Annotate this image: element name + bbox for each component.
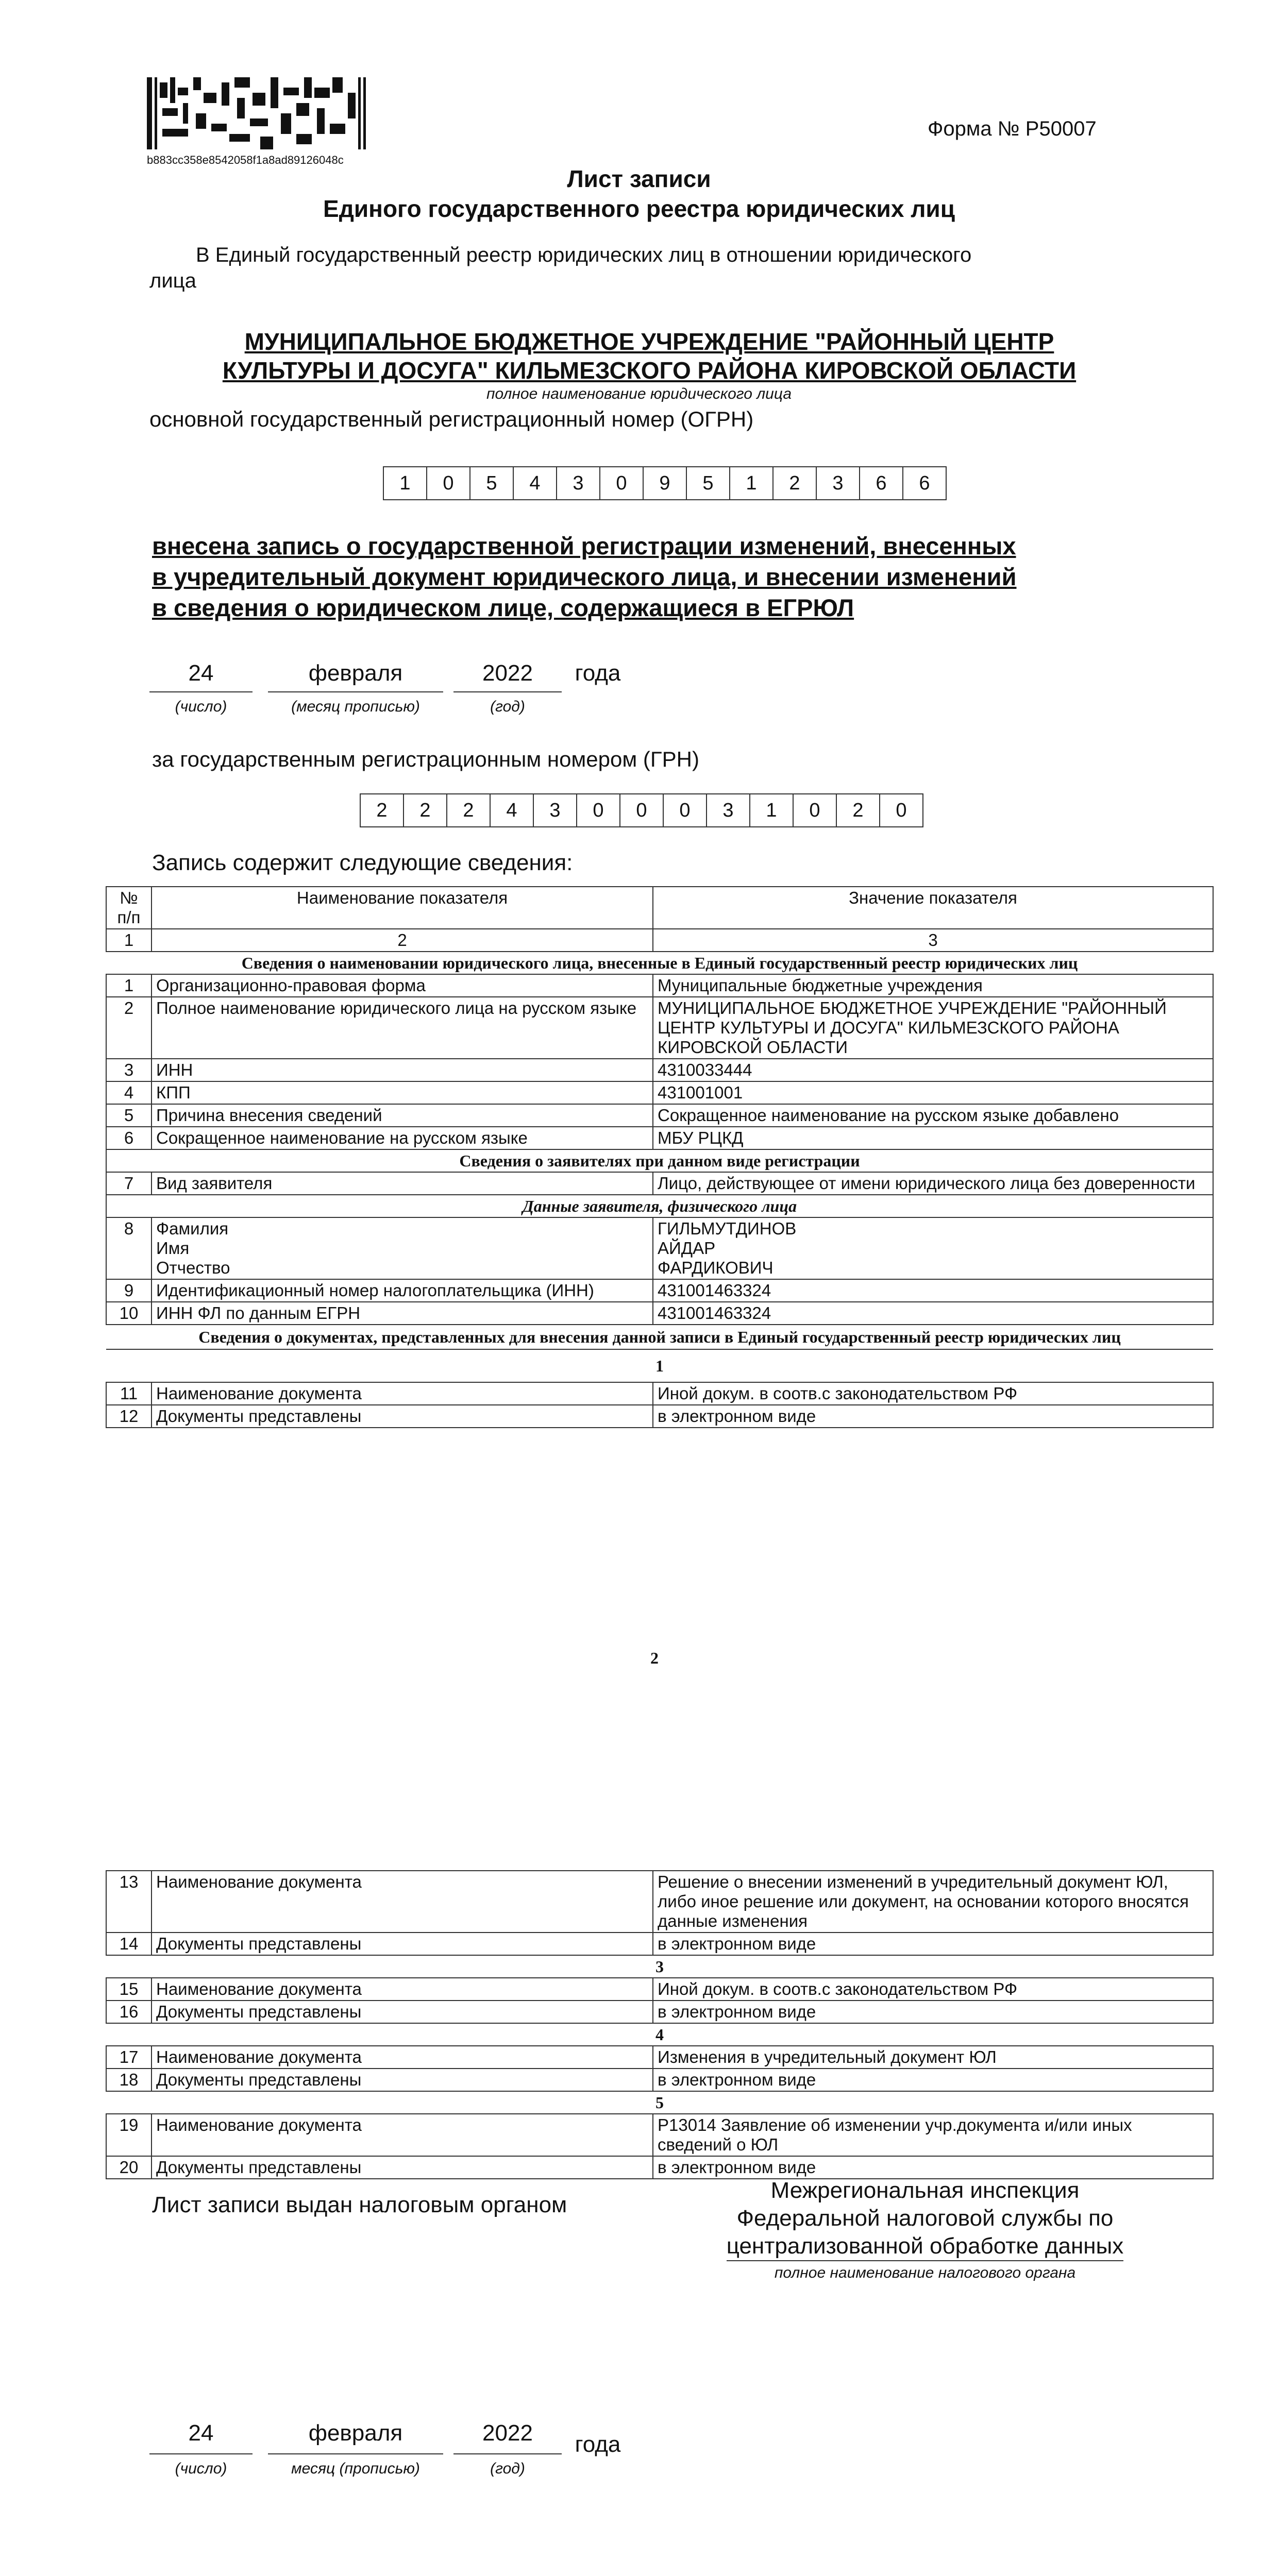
table-index-row: 1 2 3 <box>106 929 1213 952</box>
section-names: Сведения о наименовании юридического лица, внесенные в Единый государственный реестр юридических лиц <box>106 952 1213 974</box>
table-header-row <box>106 887 1213 929</box>
page-title: Лист записи <box>567 165 711 192</box>
registration-result: внесена запись о государственной регистрации изменений, внесенных в учредительный документ юридического лица, и внесении изменений в сведения о юридическом лице, содержащиеся в ЕГРЮЛ <box>152 532 1017 621</box>
col-header-name: Наименование показателя <box>152 887 653 929</box>
page-subtitle: Единого государственного реестра юридических лиц <box>323 195 955 222</box>
table-row: 8 Фамилия Имя Отчество ГИЛЬМУТДИНОВ АЙДАР ФАРДИКОВИЧ <box>106 1217 1213 1279</box>
table-row: 12 Документы представлены в электронном виде <box>106 1405 1213 1428</box>
section-applicants: Сведения о заявителях при данном виде регистрации <box>106 1149 1213 1172</box>
section-documents: Сведения о документах, представленных для внесения данной записи в Единый государственный реестр юридических лиц <box>106 1325 1213 1349</box>
table-row: 18 Документы представлены в электронном виде <box>106 2069 1213 2091</box>
contains-label: Запись содержит следующие сведения: <box>152 850 573 875</box>
table-row: 15 Наименование документа Иной докум. в соотв.с законодательством РФ <box>106 1978 1213 2001</box>
table-row: 1 Организационно-правовая форма Муниципальные бюджетные учреждения <box>106 974 1213 997</box>
documents-table <box>106 1870 1214 2179</box>
table-row: 5 Причина внесения сведений Сокращенное наименование на русском языке добавлено <box>106 1104 1213 1127</box>
org-name-caption: полное наименование юридического лица <box>486 385 792 402</box>
ogrn-digit-boxes: 1 0 5 4 3 0 9 5 1 2 3 6 6 <box>384 466 947 500</box>
table-row: 17 Наименование документа Изменения в учредительный документ ЮЛ <box>106 2046 1213 2069</box>
table-row: 20 Документы представлены в электронном виде <box>106 2156 1213 2179</box>
issue-date: 24 февраля 2022 года <box>188 2420 621 2457</box>
records-table <box>106 886 1214 1428</box>
col-header-num: № п/п <box>106 887 152 929</box>
table-row: 14 Документы представлены в электронном виде <box>106 1933 1213 1955</box>
organization-name: МУНИЦИПАЛЬНОЕ БЮДЖЕТНОЕ УЧРЕЖДЕНИЕ "РАЙОННЫЙ ЦЕНТР КУЛЬТУРЫ И ДОСУГА" КИЛЬМЕЗСКОГО РАЙОНА КИРОВСКОЙ ОБЛАСТИ <box>222 328 1077 384</box>
barcode-hash: b883cc358e8542058f1a8ad89126048c <box>147 154 344 166</box>
table-row: 3 ИНН 4310033444 <box>106 1059 1213 1081</box>
date2-caption-year: (год) <box>490 2460 525 2477</box>
tax-authority-name: Межрегиональная инспекция Федеральной налоговой службы по централизованной обработке данных <box>660 2177 1190 2261</box>
table-row: 9 Идентификационный номер налогоплательщика (ИНН) 431001463324 <box>106 1279 1213 1302</box>
doc-group-1: 1 <box>106 1349 1213 1382</box>
doc-group-3: 3 <box>106 1955 1213 1978</box>
table-row: 11 Наименование документа Иной докум. в соотв.с законодательством РФ <box>106 1382 1213 1405</box>
date-caption-day: (число) <box>175 698 227 715</box>
grn-digit-boxes: 2 2 2 4 3 0 0 0 3 1 0 2 0 <box>361 793 923 827</box>
doc-group-5: 5 <box>106 2091 1213 2114</box>
table-row: 19 Наименование документа Р13014 Заявление об изменении учр.документа и/или иных сведений о ЮЛ <box>106 2114 1213 2156</box>
doc-group-2: 2 <box>650 1649 659 1667</box>
table-row: 4 КПП 431001001 <box>106 1081 1213 1104</box>
registration-date: 24 февраля 2022 года <box>188 660 621 686</box>
ogrn-label: основной государственный регистрационный номер (ОГРН) <box>149 407 754 431</box>
form-number: Форма № Р50007 <box>928 117 1097 140</box>
table-row: 10 ИНН ФЛ по данным ЕГРН 431001463324 <box>106 1302 1213 1325</box>
col-header-value: Значение показателя <box>653 887 1213 929</box>
date2-caption-month: месяц (прописью) <box>291 2460 420 2477</box>
table-row: 16 Документы представлены в электронном виде <box>106 2001 1213 2023</box>
doc-group-4: 4 <box>106 2023 1213 2046</box>
qr-barcode <box>147 77 366 149</box>
table-row: 13 Наименование документа Решение о внесении изменений в учредительный документ ЮЛ, либо иное решение или документ, на основании которого вносятся данные изменения <box>106 1871 1213 1933</box>
issued-label: Лист записи выдан налоговым органом <box>152 2192 567 2217</box>
date-caption-month: (месяц прописью) <box>291 698 420 715</box>
date-caption-year: (год) <box>490 698 525 715</box>
date2-caption-day: (число) <box>175 2460 227 2477</box>
table-row: 7 Вид заявителя Лицо, действующее от имени юридического лица без доверенности <box>106 1172 1213 1195</box>
subsection-applicant: Данные заявителя, физического лица <box>106 1195 1213 1217</box>
table-row: 2 Полное наименование юридического лица на русском языке МУНИЦИПАЛЬНОЕ БЮДЖЕТНОЕ УЧРЕЖДЕНИЕ "РАЙОННЫЙ ЦЕНТР КУЛЬТУРЫ И ДОСУГА" КИЛЬМЕЗСКОГО РАЙОНА КИРОВСКОЙ ОБЛАСТИ <box>106 997 1213 1059</box>
table-row: 6 Сокращенное наименование на русском языке МБУ РЦКД <box>106 1127 1213 1149</box>
authority-caption: полное наименование налогового органа <box>774 2264 1076 2281</box>
grn-label: за государственным регистрационным номером (ГРН) <box>152 747 699 771</box>
intro-text: В Единый государственный реестр юридических лиц в отношении юридического лица <box>149 244 972 292</box>
